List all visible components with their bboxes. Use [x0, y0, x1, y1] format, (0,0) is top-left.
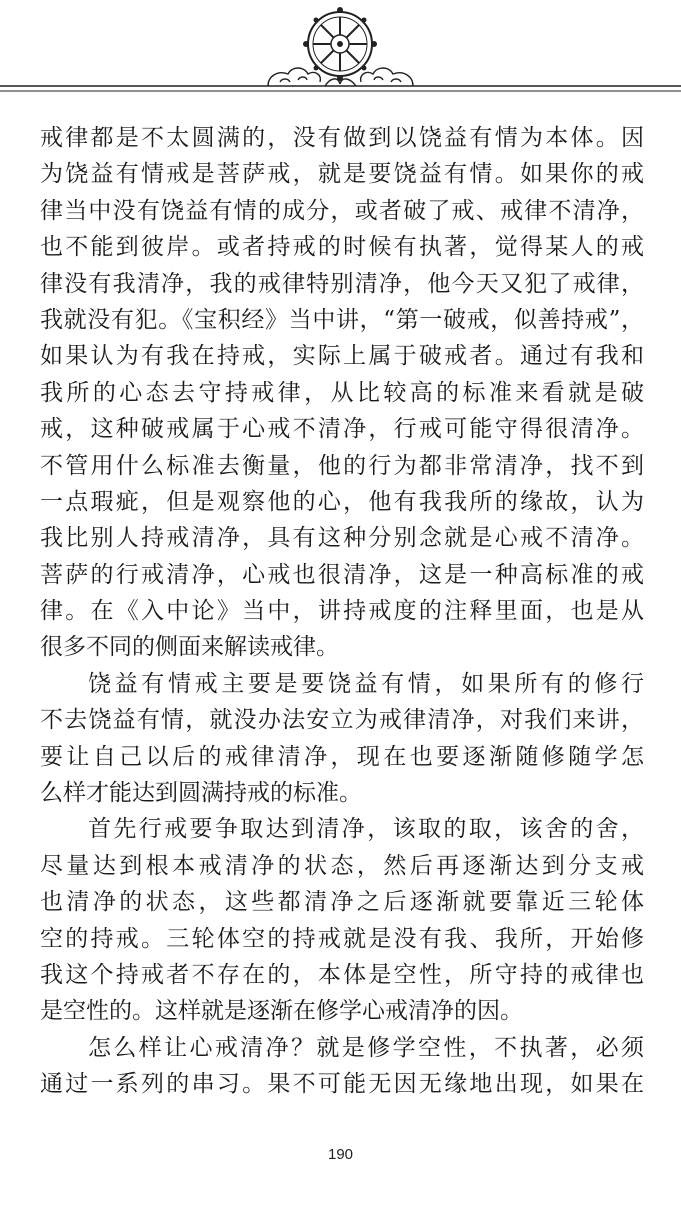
text-line: 我所的心态去守持戒律，从比较高的标准来看就是破 — [40, 379, 644, 406]
text-line: 一点瑕疵，但是观察他的心，他有我我所的缘故，认为 — [40, 488, 644, 515]
text-line: 也清净的状态，这些都清净之后逐渐就要靠近三轮体 — [40, 889, 644, 916]
text-line: 通过一系列的串习。果不可能无因无缘地出现，如果在 — [40, 1071, 644, 1098]
text-line: 为饶益有情戒是菩萨戒，就是要饶益有情。如果你的戒 — [40, 161, 644, 188]
text-line: 律。在《入中论》当中，讲持戒度的注释里面，也是从 — [40, 598, 644, 625]
text-line: 菩萨的行戒清净，心戒也很清净，这是一种高标准的戒 — [40, 561, 644, 588]
text-line: 尽量达到根本戒清净的状态，然后再逐渐达到分支戒 — [40, 852, 644, 879]
text-line: 饶益有情戒主要是要饶益有情，如果所有的修行 — [88, 670, 644, 697]
page-number: 190 — [327, 1146, 354, 1163]
text-line: 么样才能达到圆满持戒的标准。 — [40, 780, 362, 807]
body-text — [40, 120, 644, 1103]
text-line: 很多不同的侧面来解读戒律。 — [40, 634, 339, 661]
text-line: 不管用什么标准去衡量，他的行为都非常清净，找不到 — [40, 452, 644, 479]
text-line: 是空性的。这样就是逐渐在修学心戒清净的因。 — [40, 998, 523, 1025]
text-line: 不去饶益有情，就没办法安立为戒律清净，对我们来讲， — [40, 707, 644, 734]
text-line: 首先行戒要争取达到清净，该取的取，该舍的舍， — [88, 816, 644, 843]
text-line: 如果认为有我在持戒，实际上属于破戒者。通过有我和 — [40, 343, 644, 370]
text-line: 戒，这种破戒属于心戒不清净，行戒可能守得很清净。 — [40, 416, 644, 443]
text-line: 要让自己以后的戒律清净，现在也要逐渐随修随学怎 — [40, 743, 644, 770]
text-line: 空的持戒。三轮体空的持戒就是没有我、我所，开始修 — [40, 925, 644, 952]
text-line: 戒律都是不太圆满的，没有做到以饶益有情为本体。因 — [40, 125, 644, 151]
text-line: 也不能到彼岸。或者持戒的时候有执著，觉得某人的戒 — [40, 234, 644, 261]
text-line: 我比别人持戒清净，具有这种分别念就是心戒不清净。 — [40, 525, 644, 552]
page-header-ornament — [0, 0, 681, 110]
text-line: 怎么样让心戒清净？就是修学空性，不执著，必须 — [88, 1034, 644, 1061]
dharma-wheel-icon — [0, 0, 681, 110]
text-line: 律当中没有饶益有情的成分，或者破了戒、戒律不清净， — [40, 197, 644, 224]
text-line: 我这个持戒者不存在的，本体是空性，所守持的戒律也 — [40, 961, 644, 988]
text-line: 律没有我清净，我的戒律特别清净，他今天又犯了戒律， — [40, 270, 644, 297]
text-line: 我就没有犯。《宝积经》当中讲，“第一破戒，似善持戒”， — [40, 306, 644, 333]
